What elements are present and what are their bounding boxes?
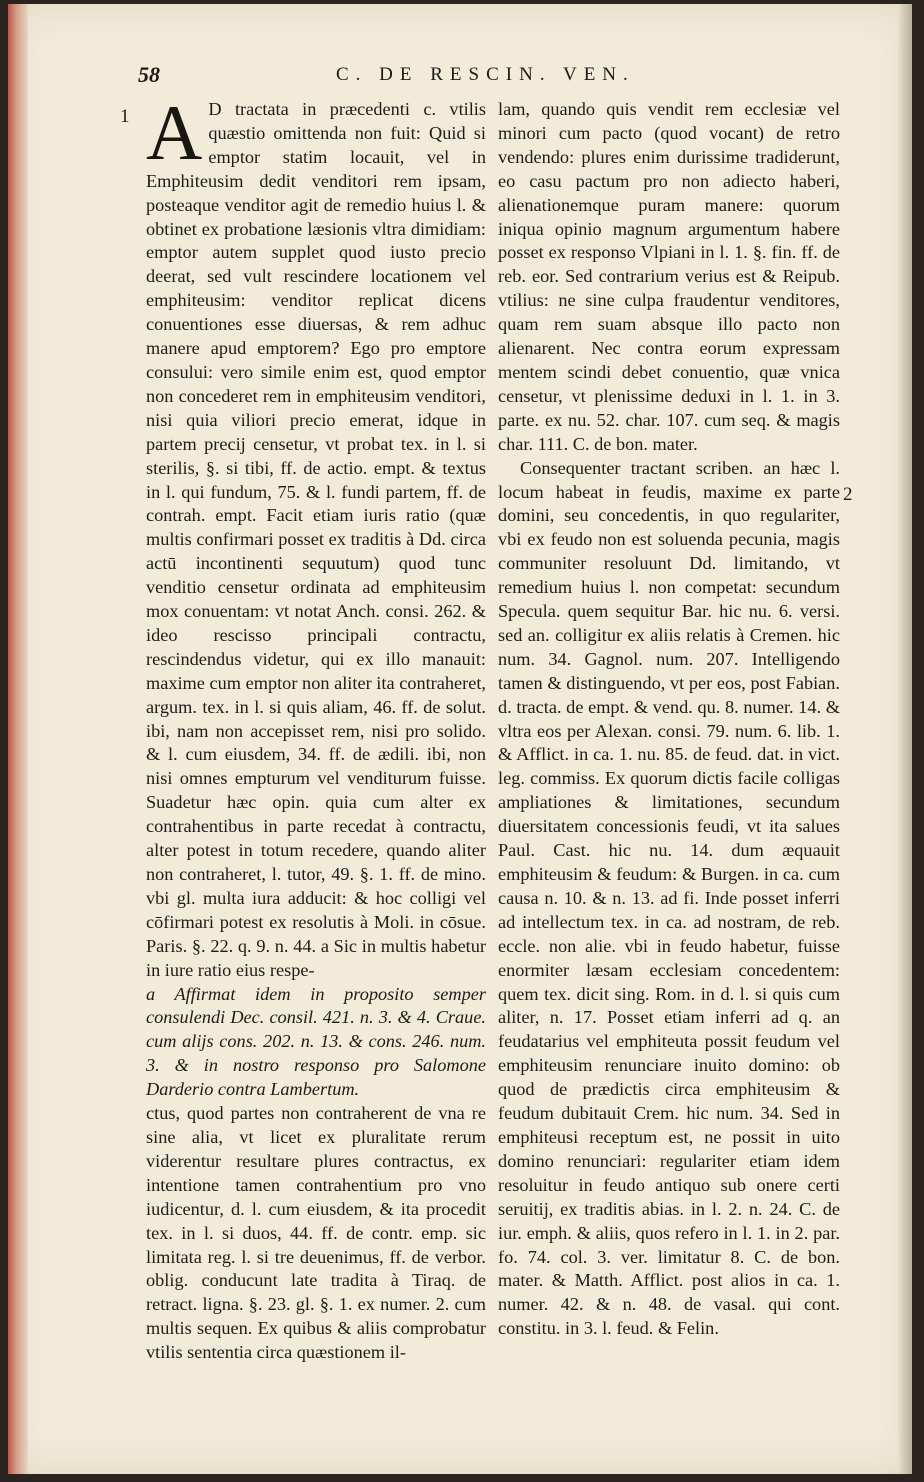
- page-edge-right: [898, 4, 912, 1474]
- left-main-text: D tractata in præcedenti c. vtilis quæstio omittenda non fuit: Quid si emptor statim locauit, vel in Emphiteusim dedit venditori rem ipsam, posteaque venditor agit de remedio huius l. & obtinet ex probatione læsionis vltra dimidiam: emptor autem supplet quod iusto precio deerat, sed vult rescindere locationem vel emphiteusim: venditor replicat dicens conuentiones esse diuersas, & rem adhuc manere apud emptorem? Ego pro emptore consului: vero simile enim est, quod emptor non concederet rem in emphiteusim venditori, nisi quia viliori precio emerat, idque in partem precij censetur, vt probat tex. in l. si sterilis, §. si tibi, ff. de actio. empt. & textus in l. qui fundum, 75. & l. fundi partem, ff. de contrah. empt. Facit etiam iuris ratio (quæ multis confirmari posset ex traditis à Dd. circa actū incontinenti sequutum) quod tunc venditio censetur ordinata ad emphiteusim mox conuentam: vt notat Anch. consi. 262. & ideo rescisso principali contractu, rescindendus videtur, qui ex illo manauit: maxime cum emptor non aliter ita contraheret, argum. tex. in l. si quis aliam, 46. ff. de solut. ibi, nam non accepisset rem, nisi pro solido. & l. cum eiusdem, 34. ff. de ædili. ibi, non nisi omnes empturum vel venditurum fuisse. Suadetur hæc opin. quia cum alter ex contrahentibus in parte recedat à contractu, alter potest in totum recedere, quando aliter non contraheret, l. tutor, 49. §. 1. ff. de mino. vbi gl. multa iura adducit: & hoc colligi vel cōfirmari potest ex resolutis à Moli. in cōsue. Paris. §. 22. q. 9. n. 44. a Sic in multis habetur in iure ratio eius respe-: [146, 99, 486, 980]
- page-edge-left: [8, 4, 28, 1474]
- drop-cap: A: [146, 89, 203, 176]
- folio-number: 58: [138, 62, 160, 87]
- right-paragraph-2: Consequenter tractant scriben. an hæc l. locum habeat in feudis, maxime ex parte domini, seu concedentis, in quo regulariter, vbi ex feudo non est soluenda pecunia, magis communiter resoluunt Dd. limitando, vt remedium huius l. non competat: secundum Specula. quem sequitur Bar. hic nu. 6. versi. sed an. colligitur ex aliis relatis à Cremen. hic num. 34. Gagnol. num. 207. Intelligendo tamen & distinguendo, vt per eos, post Fabian. d. tracta. de empt. & vend. qu. 8. numer. 14. & vltra eos per Alexan. consi. 79. num. 6. lib. 1. & Afflict. in ca. 1. nu. 85. de feud. dat. in vict. leg. commiss. Ex quorum dictis facile colligas ampliationes & limitationes, secundum diuersitatem concessionis feudi, vt ita salues Paul. Cast. hic nu. 14. dum æquauit emphiteusim & feudum: & Burgen. in ca. cum causa n. 10. & n. 13. ad fi. Inde posset inferri ad intellectum tex. in ca. ad nostram, de reb. eccle. non alie. vbi in feudo habetur, fuisse enormiter læsam ecclesiam concedentem: quem tex. dicit sing. Rom. in d. l. si quis cum aliter, n. 17. Posset etiam inferri ad q. an feudatarius vel emphiteuta possit feudum vel emphiteusim renunciare inuito domino: ob quod de prædictis circa emphiteusim & feudum dubitauit Crem. hic num. 34. Sed in emphiteusi receptum est, ne possit in uito domino renunciari: regulariter etiam idem resoluitur in feudo antiquo sub onere certi seruitij, ex traditis abias. in l. 2. n. 24. C. de iur. emph. & aliis, quos refero in l. 1. in 2. par. fo. 74. col. 3. ver. limitatur 8. C. de bon. mater. & Matth. Afflict. post alios in ca. 1. numer. 42. & n. 48. de vasal. qui cont. constitu. in 3. l. feud. & Felin.: [498, 457, 840, 1339]
- page-header: [0, 62, 924, 92]
- right-paragraph-1: lam, quando quis vendit rem ecclesiæ vel minori cum pacto (quod vocant) de retro vendendo: plures enim durissime tradiderunt, eo casu pactum pro non adiecto haberi, alienationemque puram manere: quorum iniqua opinio magnum argumentum habere posset ex responso Vlpiani in l. 1. §. fin. ff. de reb. eor. Sed contrarium verius est & Reipub. vtilius: ne sine culpa fraudentur venditores, quam rem suam absque illo pacto non alienarent. Nec contra eorum expressam mentem scindi debet conuentio, quæ vnica censetur, vt plenissime deduxi in l. 1. in 3. parte. ex nu. 52. char. 107. cum seq. & magis char. 111. C. de bon. mater.: [498, 99, 840, 454]
- left-footnote: a Affirmat idem in proposito semper consulendi Dec. consil. 421. n. 3. & 4. Craue. cum alijs cons. 202. n. 13. & cons. 246. num. 3. & in nostro responso pro Salomone Darderio contra Lambertum.: [146, 983, 486, 1100]
- running-head: C. DE RESCIN. VEN.: [336, 64, 635, 85]
- right-column: [498, 98, 840, 1341]
- margin-number-2: 2: [843, 484, 853, 505]
- left-column: [146, 89, 486, 1365]
- left-main-paragraph: [146, 89, 486, 983]
- margin-number-1: 1: [120, 106, 130, 127]
- left-continuation: ctus, quod partes non contraherent de vna re sine alia, vt licet ex pluralitate rerum viderentur resultare plures contractus, ex intentione tamen contrahentium pro vno iudicentur, d. l. cum eiusdem, & ita procedit tex. in l. si duos, 44. ff. de contr. emp. sic limitata reg. l. si tre deuenimus, ff. de verbor. oblig. conducunt late tradita à Tiraq. de retract. ligna. §. 23. gl. §. 1. ex numer. 2. cum multis sequen. Ex quibus & aliis comprobatur vtilis sententia circa quæstionem il-: [146, 1103, 486, 1363]
